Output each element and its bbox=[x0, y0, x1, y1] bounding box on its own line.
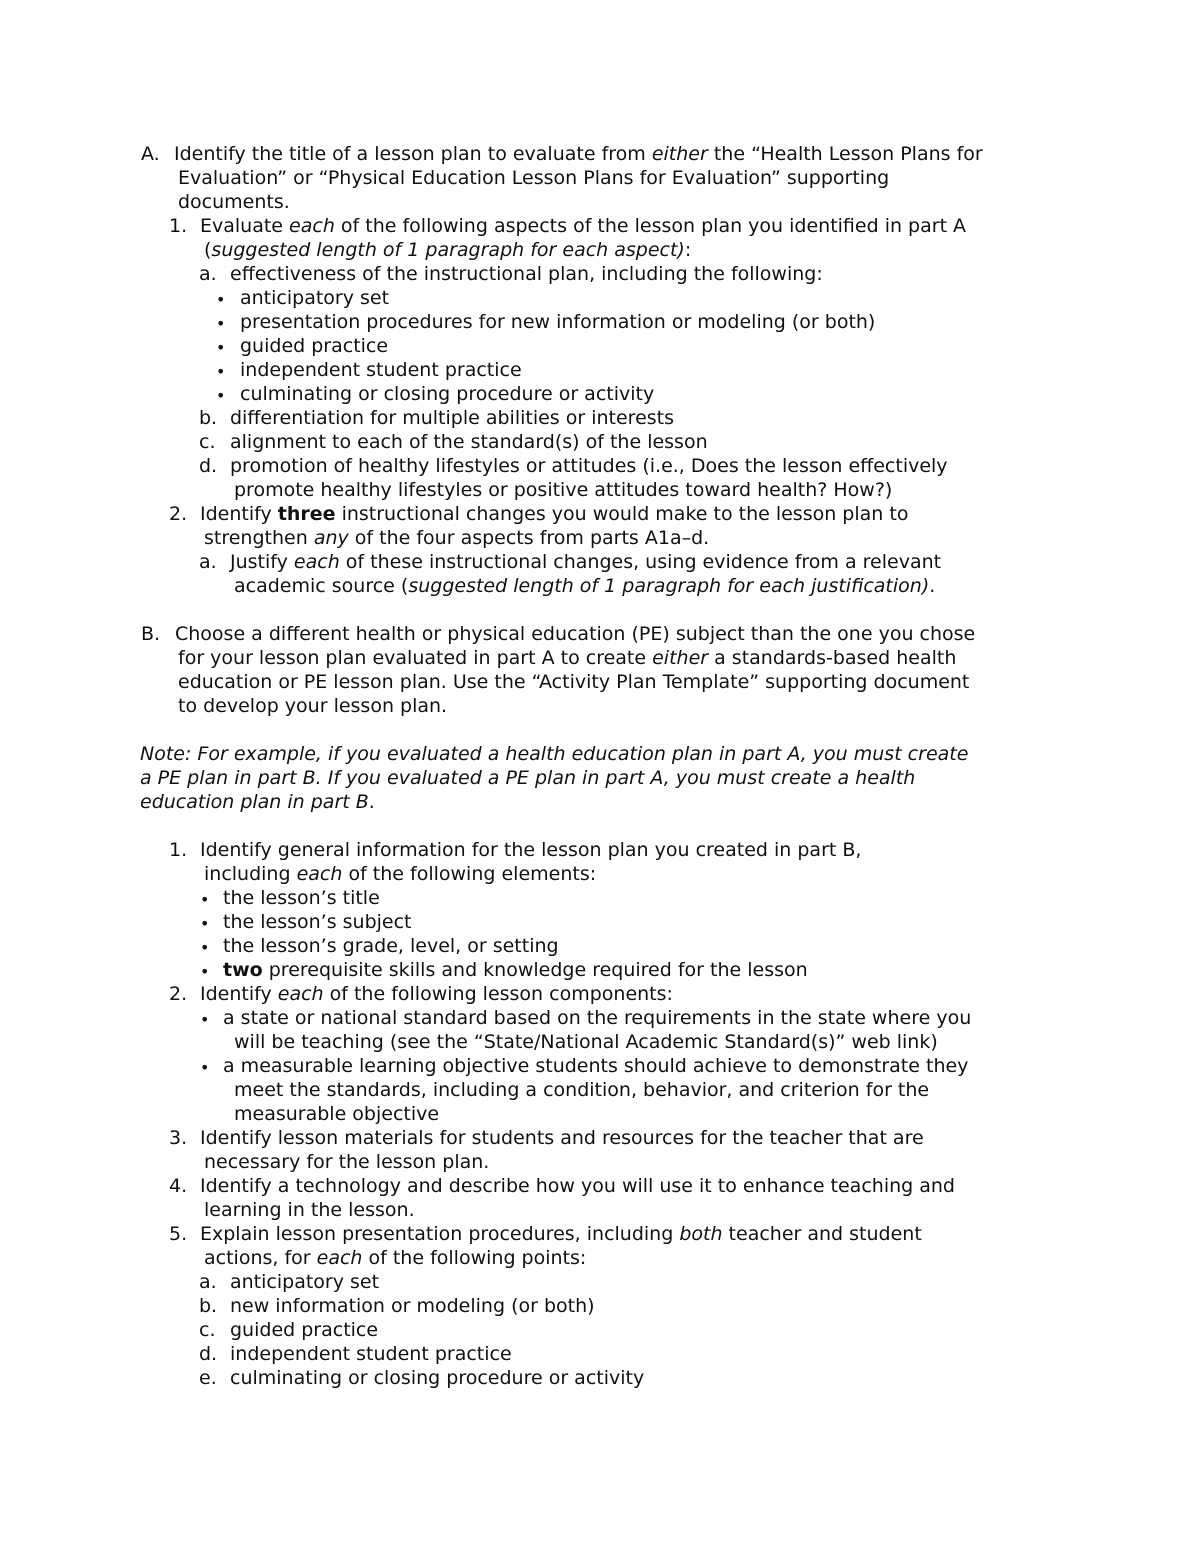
emphasis: a PE plan in part B. If you evaluated a PE plan in part A, you must create a health bbox=[140, 767, 916, 789]
numbered-item-text: including each of the following elements: bbox=[204, 863, 597, 885]
bullet-item-text: a measurable learning objective students should achieve to demonstrate they bbox=[223, 1055, 969, 1077]
bullet-item-text: the lesson’s subject bbox=[223, 911, 412, 933]
numbered-marker: 2. bbox=[169, 503, 188, 525]
letter-marker: c. bbox=[199, 431, 216, 453]
letter-marker: a. bbox=[199, 551, 217, 573]
numbered-item-text: strengthen any of the four aspects from parts A1a–d. bbox=[204, 527, 710, 549]
lettered-item-text: guided practice bbox=[230, 1319, 379, 1341]
bold-text: three bbox=[277, 503, 336, 525]
bullet-item-text: meet the standards, including a condition, behavior, and criterion for the bbox=[234, 1079, 930, 1101]
emphasis: suggested length of 1 paragraph for each aspect) bbox=[211, 239, 685, 261]
numbered-item-text: Identify each of the following lesson components: bbox=[200, 983, 673, 1005]
bullet-item-text: two prerequisite skills and knowledge required for the lesson bbox=[223, 959, 808, 981]
emphasis: Note: For example, if you evaluated a health education plan in part A, you must create bbox=[140, 743, 969, 765]
numbered-marker: 1. bbox=[169, 215, 188, 237]
bullet-icon: • bbox=[200, 962, 210, 981]
bullet-item-text: the lesson’s grade, level, or setting bbox=[223, 935, 559, 957]
numbered-marker: 4. bbox=[169, 1175, 188, 1197]
bullet-item-text: independent student practice bbox=[240, 359, 522, 381]
letter-marker: a. bbox=[199, 263, 217, 285]
letter-marker: a. bbox=[199, 1271, 217, 1293]
emphasis: each bbox=[289, 215, 335, 237]
section-b-text: for your lesson plan evaluated in part A to create either a standards-based health bbox=[178, 647, 957, 669]
note-text: education plan in part B. bbox=[140, 791, 375, 813]
bold-text: two bbox=[223, 959, 263, 981]
emphasis: each bbox=[316, 1247, 363, 1269]
lettered-item-text: promote healthy lifestyles or positive attitudes toward health? How?) bbox=[234, 479, 893, 501]
numbered-marker: 1. bbox=[169, 839, 188, 861]
emphasis: any bbox=[313, 527, 349, 549]
emphasis: each bbox=[277, 983, 324, 1005]
numbered-item-text: (suggested length of 1 paragraph for each aspect): bbox=[204, 239, 692, 261]
letter-marker: b. bbox=[199, 407, 218, 429]
lettered-item-text: Justify each of these instructional changes, using evidence from a relevant bbox=[230, 551, 942, 573]
letter-marker: b. bbox=[199, 1295, 218, 1317]
bullet-icon: • bbox=[200, 1058, 210, 1077]
lettered-item-text: new information or modeling (or both) bbox=[230, 1295, 595, 1317]
lettered-item-text: differentiation for multiple abilities or interests bbox=[230, 407, 675, 429]
lettered-item-text: academic source (suggested length of 1 paragraph for each justification). bbox=[234, 575, 936, 597]
bullet-item-text: anticipatory set bbox=[240, 287, 390, 309]
section-a-text: documents. bbox=[178, 191, 290, 213]
emphasis: education plan in part B bbox=[140, 791, 369, 813]
lettered-item-text: anticipatory set bbox=[230, 1271, 380, 1293]
note-text bbox=[140, 742, 968, 766]
bullet-icon: • bbox=[216, 386, 226, 405]
lettered-item-text: independent student practice bbox=[230, 1343, 512, 1365]
bullet-icon: • bbox=[216, 338, 226, 357]
numbered-item-text: Identify general information for the lesson plan you created in part B, bbox=[200, 839, 862, 861]
bullet-icon: • bbox=[216, 362, 226, 381]
emphasis: each bbox=[293, 551, 340, 573]
bullet-item-text: presentation procedures for new information or modeling (or both) bbox=[240, 311, 876, 333]
bullet-item-text: the lesson’s title bbox=[223, 887, 380, 909]
bullet-icon: • bbox=[200, 890, 210, 909]
bullet-icon: • bbox=[200, 938, 210, 957]
emphasis: suggested length of 1 paragraph for each justification) bbox=[408, 575, 930, 597]
bullet-item-text: guided practice bbox=[240, 335, 389, 357]
numbered-marker: 3. bbox=[169, 1127, 188, 1149]
letter-marker: d. bbox=[199, 1343, 218, 1365]
numbered-marker: 5. bbox=[169, 1223, 188, 1245]
bullet-item-text: measurable objective bbox=[234, 1103, 440, 1125]
lettered-item-text: promotion of healthy lifestyles or attitudes (i.e., Does the lesson effectively bbox=[230, 455, 948, 477]
section-marker-b: B. bbox=[141, 623, 161, 645]
bullet-icon: • bbox=[216, 290, 226, 309]
bullet-icon: • bbox=[216, 314, 226, 333]
numbered-item-text: actions, for each of the following points: bbox=[204, 1247, 587, 1269]
bullet-icon: • bbox=[200, 914, 210, 933]
bullet-item-text: culminating or closing procedure or activity bbox=[240, 383, 655, 405]
lettered-item-text: alignment to each of the standard(s) of the lesson bbox=[230, 431, 708, 453]
numbered-marker: 2. bbox=[169, 983, 188, 1005]
numbered-item-text: necessary for the lesson plan. bbox=[204, 1151, 490, 1173]
section-b-text: to develop your lesson plan. bbox=[178, 695, 448, 717]
section-a-text: Evaluation” or “Physical Education Lesson Plans for Evaluation” supporting bbox=[178, 167, 890, 189]
numbered-item-text: Evaluate each of the following aspects of the lesson plan you identified in part A bbox=[200, 215, 967, 237]
letter-marker: c. bbox=[199, 1319, 216, 1341]
letter-marker: d. bbox=[199, 455, 218, 477]
section-a-text: Identify the title of a lesson plan to evaluate from either the “Health Lesson Plans for bbox=[174, 143, 983, 165]
note-text bbox=[140, 766, 915, 790]
section-b-text: education or PE lesson plan. Use the “Activity Plan Template” supporting document bbox=[178, 671, 970, 693]
numbered-item-text: learning in the lesson. bbox=[204, 1199, 415, 1221]
numbered-item-text: Identify three instructional changes you would make to the lesson plan to bbox=[200, 503, 909, 525]
bullet-item-text: will be teaching (see the “State/National Academic Standard(s)” web link) bbox=[234, 1031, 938, 1053]
emphasis: either bbox=[651, 143, 708, 165]
section-b-text: Choose a different health or physical education (PE) subject than the one you chose bbox=[175, 623, 976, 645]
numbered-item-text: Identify a technology and describe how you will use it to enhance teaching and bbox=[200, 1175, 955, 1197]
emphasis: both bbox=[679, 1223, 723, 1245]
bullet-icon: • bbox=[200, 1010, 210, 1029]
emphasis: each bbox=[296, 863, 343, 885]
numbered-item-text: Explain lesson presentation procedures, including both teacher and student bbox=[200, 1223, 922, 1245]
section-marker-a: A. bbox=[141, 143, 160, 165]
letter-marker: e. bbox=[199, 1367, 217, 1389]
emphasis: either bbox=[652, 647, 709, 669]
lettered-item-text: culminating or closing procedure or activity bbox=[230, 1367, 645, 1389]
numbered-item-text: Identify lesson materials for students and resources for the teacher that are bbox=[200, 1127, 924, 1149]
lettered-item-text: effectiveness of the instructional plan, including the following: bbox=[230, 263, 823, 285]
bullet-item-text: a state or national standard based on the requirements in the state where you bbox=[223, 1007, 972, 1029]
